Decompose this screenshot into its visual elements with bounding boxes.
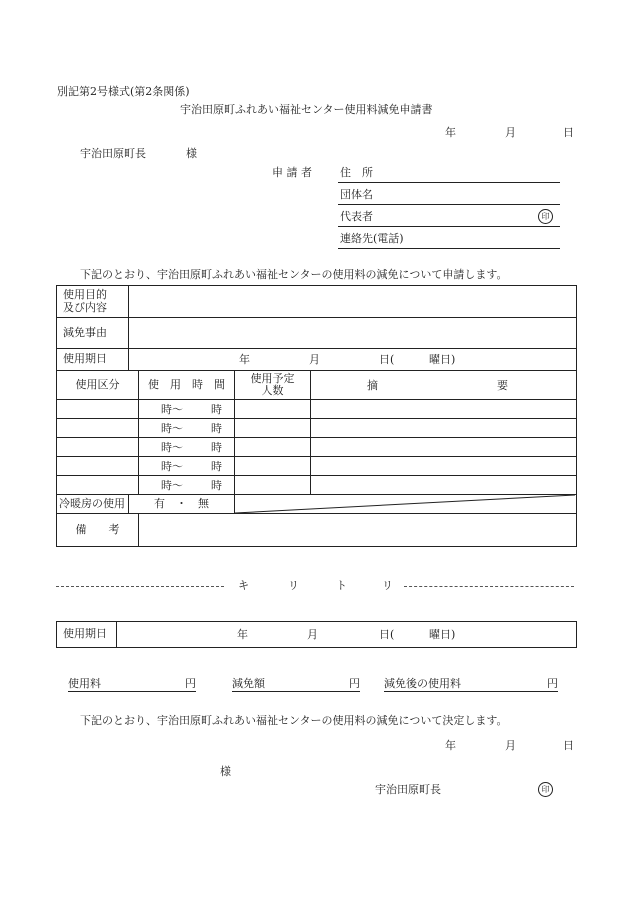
usage-row — [57, 476, 577, 495]
time-to: 時 — [211, 403, 222, 416]
hvac-row — [57, 495, 577, 514]
time-to: 時 — [211, 441, 222, 454]
purpose-row — [57, 286, 577, 318]
usage-note-cell[interactable] — [311, 457, 577, 476]
mayor-seal-mark: 印 — [538, 782, 553, 797]
usage-category-cell[interactable] — [57, 400, 139, 419]
usage-time-cell[interactable] — [139, 419, 235, 438]
time-from: 時〜 — [161, 441, 183, 454]
time-from: 時〜 — [161, 479, 183, 492]
cut-char-4: リ — [382, 579, 393, 592]
decision-date-label: 使用期日 — [57, 622, 117, 648]
applicant-label: 申 請 者 — [272, 166, 312, 179]
applicant-org-label: 団体名 — [340, 188, 373, 201]
usage-people-cell[interactable] — [235, 457, 311, 476]
request-sentence: 下記のとおり、宇治田原町ふれあい福祉センターの使用料の減免について申請します。 — [80, 268, 508, 281]
mayor-name: 宇治田原町長 — [375, 783, 441, 796]
remarks-label: 備 考 — [57, 514, 139, 547]
after-fee-label: 減免後の使用料 — [384, 677, 461, 690]
cut-line-left — [56, 586, 224, 587]
applicant-contact-label: 連絡先(電話) — [340, 232, 404, 245]
usage-time-cell[interactable] — [139, 438, 235, 457]
usage-note-cell[interactable] — [311, 476, 577, 495]
col-note-header-2: 要 — [497, 379, 508, 392]
usage-time-cell[interactable] — [139, 400, 235, 419]
usage-people-cell[interactable] — [235, 476, 311, 495]
date-value[interactable] — [129, 349, 577, 371]
contact-line — [338, 248, 560, 249]
usage-people-cell[interactable] — [235, 419, 311, 438]
usage-category-cell[interactable] — [57, 476, 139, 495]
applicant-rep-label: 代表者 — [340, 210, 373, 223]
usage-time-cell[interactable] — [139, 457, 235, 476]
date-row — [57, 349, 577, 371]
fee-field[interactable] — [68, 678, 196, 692]
decision-date-year: 年 — [237, 628, 248, 641]
date-month-label: 月 — [505, 126, 516, 139]
decision-sentence: 下記のとおり、宇治田原町ふれあい福祉センターの使用料の減免について決定します。 — [80, 714, 508, 727]
purpose-label: 使用目的 及び内容 — [57, 286, 129, 318]
address-line — [338, 182, 560, 183]
remarks-value[interactable] — [139, 514, 577, 547]
reason-value[interactable] — [129, 318, 577, 349]
usage-note-cell[interactable] — [311, 419, 577, 438]
reduction-unit: 円 — [349, 677, 360, 690]
purpose-value[interactable] — [129, 286, 577, 318]
hvac-value[interactable]: 有 ・ 無 — [129, 495, 235, 514]
after-fee-unit: 円 — [547, 677, 558, 690]
time-to: 時 — [211, 422, 222, 435]
usage-category-cell[interactable] — [57, 457, 139, 476]
time-from: 時〜 — [161, 403, 183, 416]
cut-line-right — [404, 586, 574, 587]
usage-people-cell[interactable] — [235, 438, 311, 457]
col-people-header: 使用予定 人数 — [235, 371, 311, 400]
cut-char-1: キ — [238, 579, 249, 592]
form-title: 宇治田原町ふれあい福祉センター使用料減免申請書 — [180, 103, 433, 116]
fee-unit: 円 — [185, 677, 196, 690]
decision-date-value[interactable] — [117, 622, 577, 648]
time-to: 時 — [211, 479, 222, 492]
time-from: 時〜 — [161, 460, 183, 473]
diagonal-strike — [235, 495, 575, 514]
usage-note-cell[interactable] — [311, 400, 577, 419]
remarks-row — [57, 514, 577, 547]
decision-date-day: 日( — [379, 628, 395, 641]
org-line — [338, 204, 560, 205]
decision-date-table — [56, 621, 577, 648]
usage-row — [57, 438, 577, 457]
decision-date-weekday: 曜日) — [429, 628, 456, 641]
time-to: 時 — [211, 460, 222, 473]
after-fee-field[interactable] — [384, 678, 558, 692]
seal-mark: 印 — [538, 209, 553, 224]
addressee-name: 宇治田原町長 — [80, 147, 146, 160]
cut-char-2: リ — [288, 579, 299, 592]
col-time-header: 使 用 時 間 — [139, 371, 235, 400]
usage-row — [57, 457, 577, 476]
col-note-header — [311, 371, 577, 400]
date-month: 月 — [309, 353, 320, 366]
reason-label: 減免事由 — [57, 318, 129, 349]
decision-date-month: 月 — [307, 628, 318, 641]
addressee-honorific: 様 — [186, 147, 197, 160]
rep-line — [338, 226, 560, 227]
application-table — [56, 285, 577, 547]
usage-row — [57, 419, 577, 438]
hvac-label: 冷暖房の使用 — [57, 495, 129, 514]
reduction-field[interactable] — [232, 678, 360, 692]
applicant-address-label: 住 所 — [340, 166, 373, 179]
decision-date-row — [57, 622, 577, 648]
date-year: 年 — [239, 353, 250, 366]
form-number: 別記第2号様式(第2条関係) — [57, 85, 190, 98]
usage-category-cell[interactable] — [57, 438, 139, 457]
column-header-row — [57, 371, 577, 400]
usage-time-cell[interactable] — [139, 476, 235, 495]
usage-people-cell[interactable] — [235, 400, 311, 419]
date-year-label: 年 — [445, 126, 456, 139]
hvac-blank-cell — [235, 495, 577, 514]
usage-note-cell[interactable] — [311, 438, 577, 457]
usage-row — [57, 400, 577, 419]
date-weekday: 曜日) — [429, 353, 456, 366]
decision-day: 日 — [563, 739, 574, 752]
time-from: 時〜 — [161, 422, 183, 435]
date-day-label: 日 — [563, 126, 574, 139]
reason-row — [57, 318, 577, 349]
usage-category-cell[interactable] — [57, 419, 139, 438]
cut-char-3: ト — [336, 579, 347, 592]
fee-label: 使用料 — [68, 677, 101, 690]
date-day: 日( — [379, 353, 395, 366]
reduction-label: 減免額 — [232, 677, 265, 690]
col-category-header: 使用区分 — [57, 371, 139, 400]
recipient-honorific: 様 — [220, 765, 231, 778]
decision-year: 年 — [445, 739, 456, 752]
date-label: 使用期日 — [57, 349, 129, 371]
decision-month: 月 — [505, 739, 516, 752]
col-note-header-1: 摘 — [367, 379, 378, 392]
